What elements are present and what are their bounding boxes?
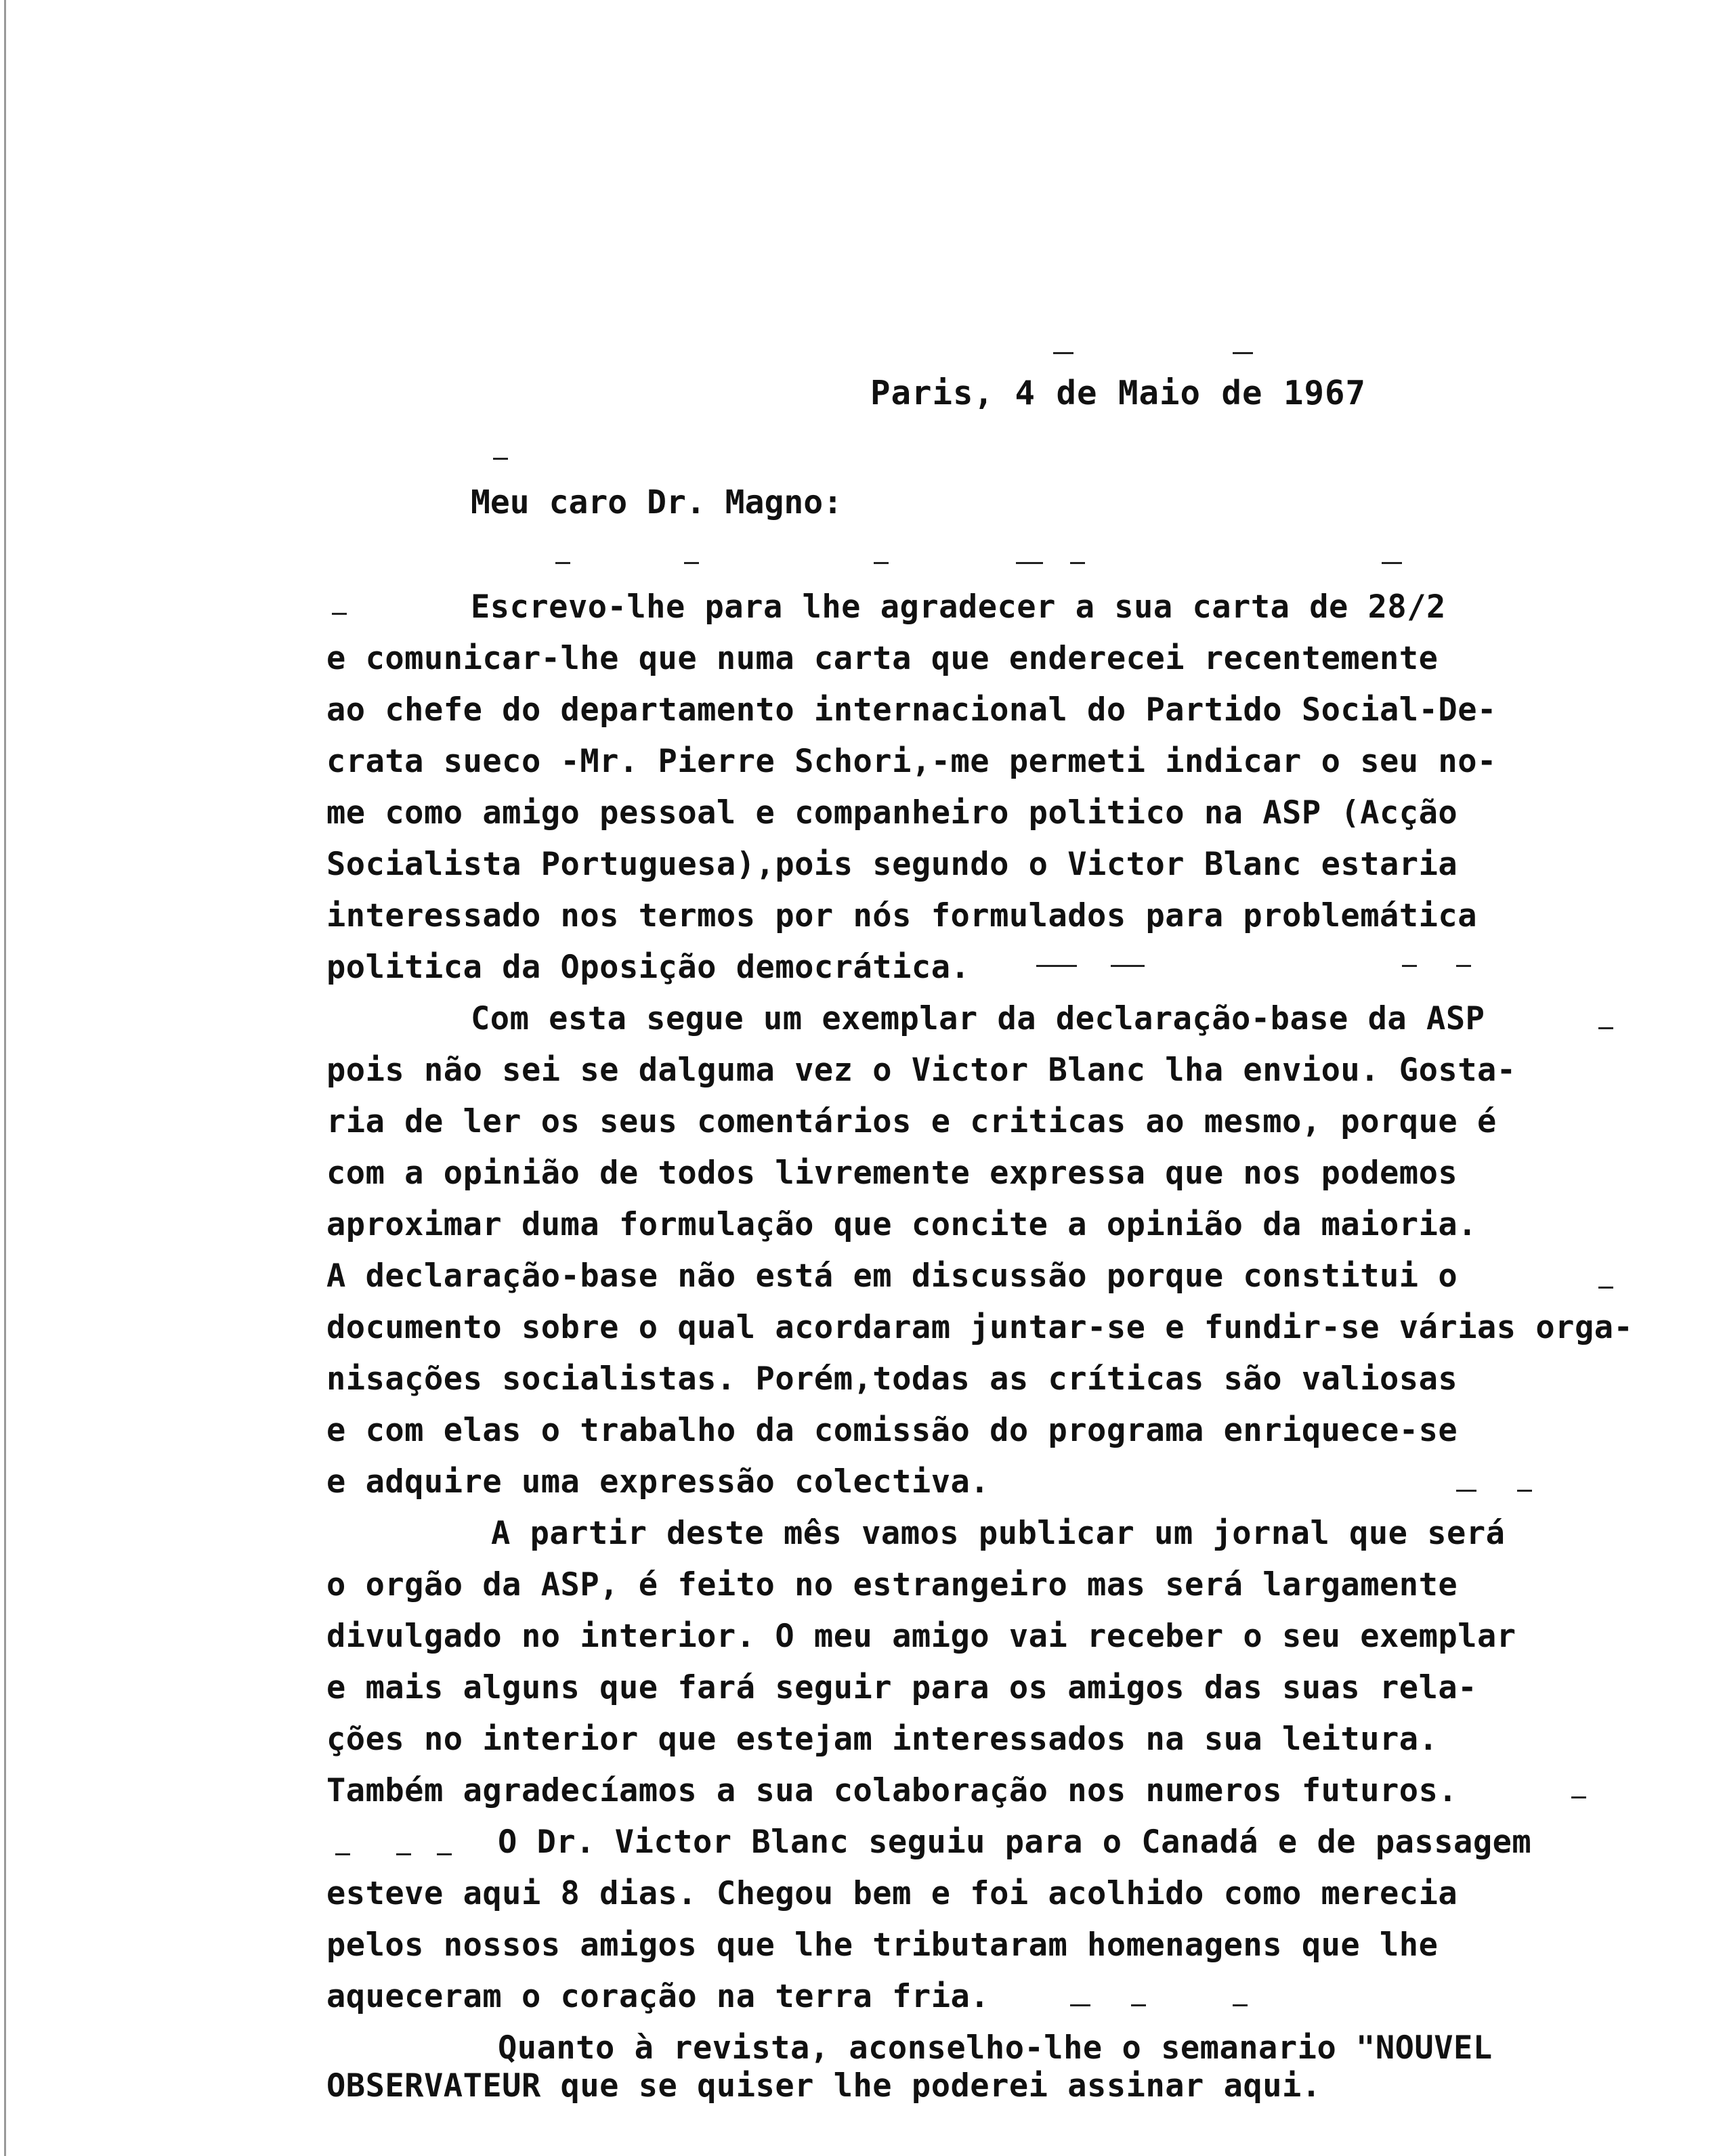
body-line: e mais alguns que fará seguir para os amigos das suas rela-	[326, 1669, 1477, 1706]
letter-salutation: Meu caro Dr. Magno:	[471, 483, 843, 521]
body-line: aqueceram o coração na terra fria.	[326, 1978, 990, 2015]
body-line: O Dr. Victor Blanc seguiu para o Canadá e de passagem	[498, 1824, 1532, 1861]
body-line: Socialista Portuguesa),pois segundo o Victor Blanc estaria	[326, 846, 1458, 883]
body-line: documento sobre o qual acordaram juntar-se e fundir-se várias orga-	[326, 1309, 1634, 1346]
scan-edge-line	[4, 0, 6, 2156]
typewriter-dash-mark	[1517, 1490, 1532, 1492]
body-line: e comunicar-lhe que numa carta que enderecei recentemente	[326, 640, 1439, 677]
typewriter-dash-mark	[555, 562, 570, 564]
body-line: ria de ler os seus comentários e criticas ao mesmo, porque é	[326, 1103, 1497, 1140]
body-line: A partir deste mês vamos publicar um jornal que será	[491, 1515, 1506, 1552]
typewriter-dash-mark	[332, 613, 347, 615]
typewriter-dash-mark	[396, 1853, 411, 1855]
typewriter-dash-mark	[1571, 1796, 1586, 1798]
letter-dateline: Paris, 4 de Maio de 1967	[870, 374, 1367, 412]
typewriter-dash-mark	[1070, 562, 1085, 564]
typewriter-dash-mark	[335, 1853, 350, 1855]
body-line: A declaração-base não está em discussão porque constitui o	[326, 1257, 1458, 1295]
body-line: me como amigo pessoal e companheiro politico na ASP (Acção	[326, 794, 1458, 832]
body-line: Quanto à revista, aconselho-lhe o semanario "NOUVEL	[498, 2029, 1493, 2067]
body-line: e com elas o trabalho da comissão do programa enriquece-se	[326, 1412, 1458, 1449]
body-line: Também agradecíamos a sua colaboração nos numeros futuros.	[326, 1772, 1458, 1809]
body-line: com a opinião de todos livremente expressa que nos podemos	[326, 1155, 1458, 1192]
typewriter-dash-mark	[1131, 2004, 1146, 2006]
body-line: e adquire uma expressão colectiva.	[326, 1463, 990, 1501]
typewriter-dash-mark	[1036, 965, 1077, 967]
body-line: crata sueco -Mr. Pierre Schori,-me permeti indicar o seu no-	[326, 743, 1497, 780]
typewriter-dash-mark	[1233, 352, 1253, 354]
body-line: politica da Oposição democrática.	[326, 949, 971, 986]
typewriter-dash-mark	[874, 562, 889, 564]
body-line: esteve aqui 8 dias. Chegou bem e foi acolhido como merecia	[326, 1875, 1458, 1912]
body-line: ções no interior que estejam interessados na sua leitura.	[326, 1721, 1439, 1758]
body-line: aproximar duma formulação que concite a opinião da maioria.	[326, 1206, 1477, 1243]
typewriter-dash-mark	[493, 458, 508, 460]
body-line: Com esta segue um exemplar da declaração-base da ASP	[471, 1000, 1485, 1037]
body-line: nisações socialistas. Porém,todas as críticas são valiosas	[326, 1360, 1458, 1398]
typewriter-dash-mark	[1111, 965, 1145, 967]
typewriter-dash-mark	[1070, 2004, 1090, 2006]
body-line: pelos nossos amigos que lhe tributaram homenagens que lhe	[326, 1926, 1439, 1964]
body-line: OBSERVATEUR que se quiser lhe poderei assinar aqui.	[326, 2067, 1321, 2105]
body-line: o orgão da ASP, é feito no estrangeiro mas será largamente	[326, 1566, 1458, 1603]
typewriter-dash-mark	[1382, 562, 1402, 564]
typewriter-dash-mark	[1402, 965, 1417, 967]
body-line: Escrevo-lhe para lhe agradecer a sua carta de 28/2	[471, 588, 1446, 626]
typewriter-dash-mark	[1053, 352, 1073, 354]
typewriter-dash-mark	[437, 1853, 452, 1855]
typewriter-dash-mark	[1456, 965, 1471, 967]
body-line: interessado nos termos por nós formulados para problemática	[326, 897, 1477, 934]
typewriter-dash-mark	[1233, 2004, 1248, 2006]
body-line: ao chefe do departamento internacional do Partido Social-De-	[326, 691, 1497, 729]
typewriter-dash-mark	[1598, 1027, 1613, 1029]
body-line: divulgado no interior. O meu amigo vai receber o seu exemplar	[326, 1618, 1516, 1655]
typewriter-dash-mark	[684, 562, 699, 564]
typewriter-dash-mark	[1456, 1490, 1476, 1492]
body-line: pois não sei se dalguma vez o Victor Blanc lha enviou. Gosta-	[326, 1052, 1516, 1089]
typewriter-dash-mark	[1598, 1287, 1613, 1289]
typewriter-dash-mark	[1016, 562, 1043, 564]
